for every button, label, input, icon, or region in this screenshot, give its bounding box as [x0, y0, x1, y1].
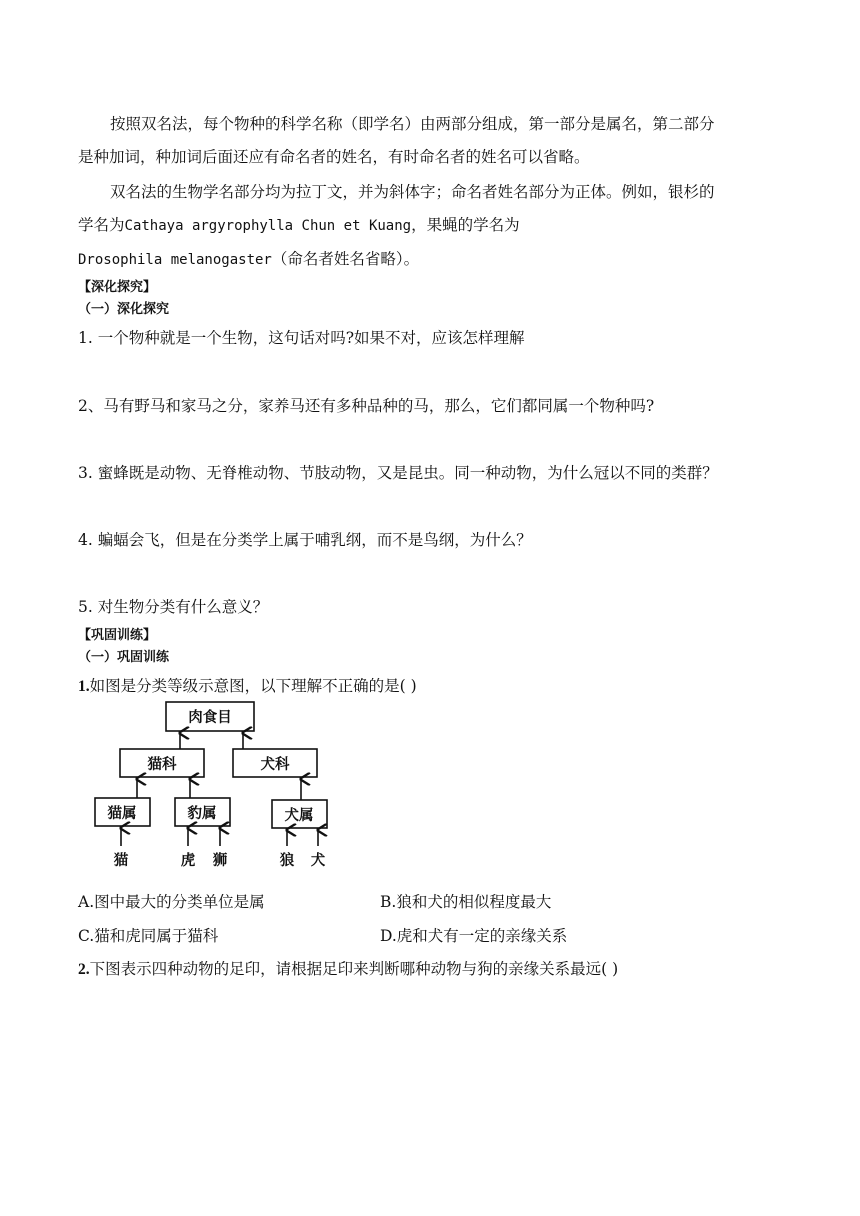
label-genus-cat: 猫属	[107, 806, 137, 822]
latin-name-cathaya: Cathaya argyrophylla Chun et Kuang	[124, 218, 412, 234]
section-subheading-practice: （一）巩固训练	[78, 650, 170, 665]
section-subheading-explore: （一）深化探究	[78, 302, 170, 317]
explore-question-1: 1. 一个物种就是一个生物，这句话对吗?如果不对，应该怎样理解	[78, 329, 525, 347]
intro-paragraph-1-line-1: 按照双名法，每个物种的科学名称（即学名）由两部分组成，第一部分是属名，第二部分	[110, 115, 715, 133]
label-species-wolf: 狼	[279, 853, 295, 869]
question-text: 下图表示四种动物的足印，请根据足印来判断哪种动物与狗的亲缘关系最远( )	[89, 960, 619, 978]
text-suffix: ，果蝇的学名为	[411, 216, 520, 234]
text-suffix: （命名者姓名省略）。	[271, 250, 420, 268]
label-genus-leopard: 豹属	[187, 806, 217, 822]
question-number: 1.	[78, 678, 90, 695]
text-prefix: 学名为	[78, 216, 125, 234]
intro-paragraph-1-line-2: 是种加词，种加词后面还应有命名者的姓名，有时命名者的姓名可以省略。	[78, 148, 590, 166]
label-species-tiger: 虎	[180, 853, 196, 869]
explore-question-2: 2、马有野马和家马之分，家养马还有多种品种的马，那么，它们都同属一个物种吗?	[78, 397, 655, 415]
option-b[interactable]: B.狼和犬的相似程度最大	[380, 893, 552, 911]
latin-name-drosophila: Drosophila melanogaster	[78, 252, 272, 268]
question-text: 如图是分类等级示意图，以下理解不正确的是( )	[89, 677, 417, 695]
section-heading-practice: 【巩固训练】	[78, 628, 157, 643]
section-heading-explore: 【深化探究】	[78, 280, 157, 295]
label-species-lion: 狮	[212, 853, 228, 869]
label-genus-dog: 犬属	[284, 808, 314, 824]
option-c[interactable]: C.猫和虎同属于猫科	[78, 927, 219, 945]
label-order: 肉食目	[188, 710, 232, 726]
label-family-dog: 犬科	[260, 757, 290, 773]
explore-question-4: 4. 蝙蝠会飞，但是在分类学上属于哺乳纲，而不是鸟纲，为什么？	[78, 531, 532, 549]
practice-question-2	[78, 957, 618, 979]
option-a[interactable]: A.图中最大的分类单位是属	[78, 893, 265, 911]
label-family-cat: 猫科	[147, 757, 177, 773]
explore-question-5: 5. 对生物分类有什么意义？	[78, 598, 269, 616]
option-d[interactable]: D.虎和犬有一定的亲缘关系	[380, 927, 568, 945]
explore-question-3: 3. 蜜蜂既是动物、无脊椎动物、节肢动物，又是昆虫。同一种动物，为什么冠以不同的类群？	[78, 464, 718, 482]
intro-paragraph-2-line-1: 双名法的生物学名部分均为拉丁文，并为斜体字；命名者姓名部分为正体。例如，银杉的	[110, 183, 715, 201]
label-species-dog: 犬	[310, 853, 326, 869]
question-number: 2.	[78, 961, 90, 978]
label-species-cat: 猫	[113, 853, 129, 869]
